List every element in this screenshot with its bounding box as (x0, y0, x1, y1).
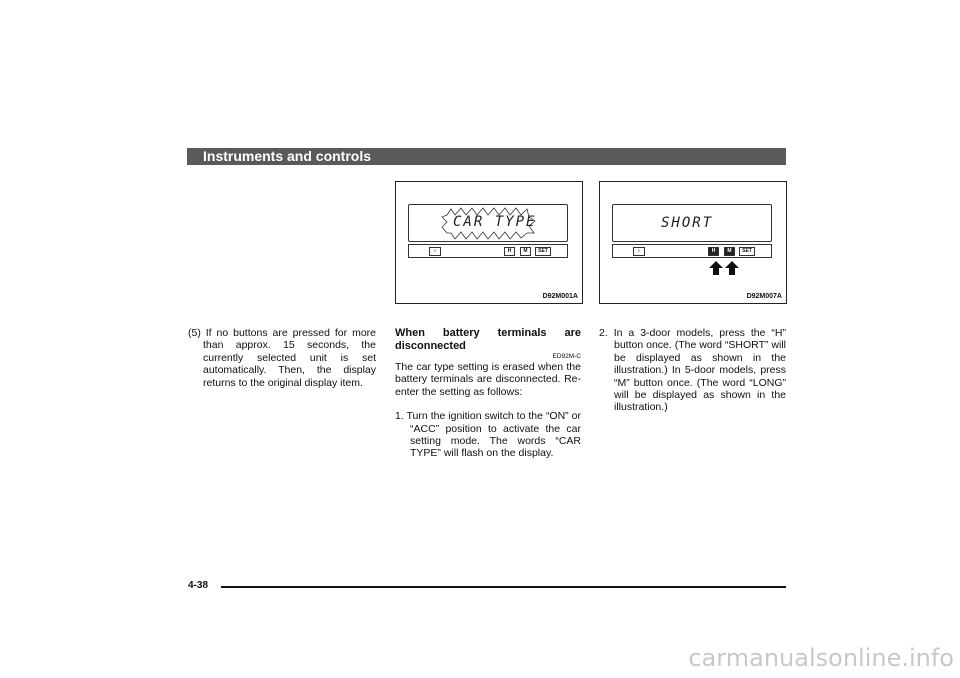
left-button[interactable]: ‹ (429, 247, 441, 256)
watermark: carmanualsonline.info (688, 644, 954, 672)
lcd-display (612, 204, 772, 242)
section-title: Instruments and controls (203, 148, 372, 164)
figure-short-display (599, 181, 787, 304)
list-item-2: 2. In a 3-door models, press the “H” button once. (The word “SHORT” will be displayed as shown in the illustration.) In 5-door models, press “M” button once. (The word “LONG” will be displayed as shown in the illustration.) (599, 327, 786, 414)
section-heading: When battery terminals are disconnected (395, 327, 581, 352)
intro-paragraph: The car type setting is erased when the battery terminals are disconnected. Re-enter the setting as follows: (395, 361, 581, 398)
button-strip (408, 244, 568, 258)
page-number: 4-38 (188, 580, 209, 591)
h-button[interactable]: H (708, 247, 719, 256)
button-strip (612, 244, 772, 258)
list-item-5: (5) If no buttons are pressed for more than approx. 15 seconds, the currently selected unit is set automatically. Then, the display returns to the original display item. (188, 327, 376, 389)
section-code: ED92M-C (552, 353, 581, 360)
m-button[interactable]: M (520, 247, 531, 256)
figure-caption: D92M001A (542, 293, 578, 300)
lcd-text: CAR TYPE (453, 214, 537, 230)
lcd-text: SHORT (661, 215, 714, 231)
m-button[interactable]: M (724, 247, 735, 256)
figure-car-type-display (395, 181, 583, 304)
figure-caption: D92M007A (746, 293, 782, 300)
footer-rule (221, 586, 786, 588)
column-middle (395, 327, 581, 460)
column-right (599, 327, 786, 414)
column-left (188, 327, 376, 389)
up-arrow-icon (725, 261, 739, 275)
set-button[interactable]: SET (739, 247, 755, 256)
h-button[interactable]: H (504, 247, 515, 256)
left-button[interactable]: ‹ (633, 247, 645, 256)
up-arrow-icon (709, 261, 723, 275)
lcd-display (408, 204, 568, 242)
list-item-1: 1. Turn the ignition switch to the “ON” or “ACC” position to activate the car setting mode. The words “CAR TYPE” will flash on the display. (395, 410, 581, 460)
set-button[interactable]: SET (535, 247, 551, 256)
section-header-bar (187, 148, 786, 165)
